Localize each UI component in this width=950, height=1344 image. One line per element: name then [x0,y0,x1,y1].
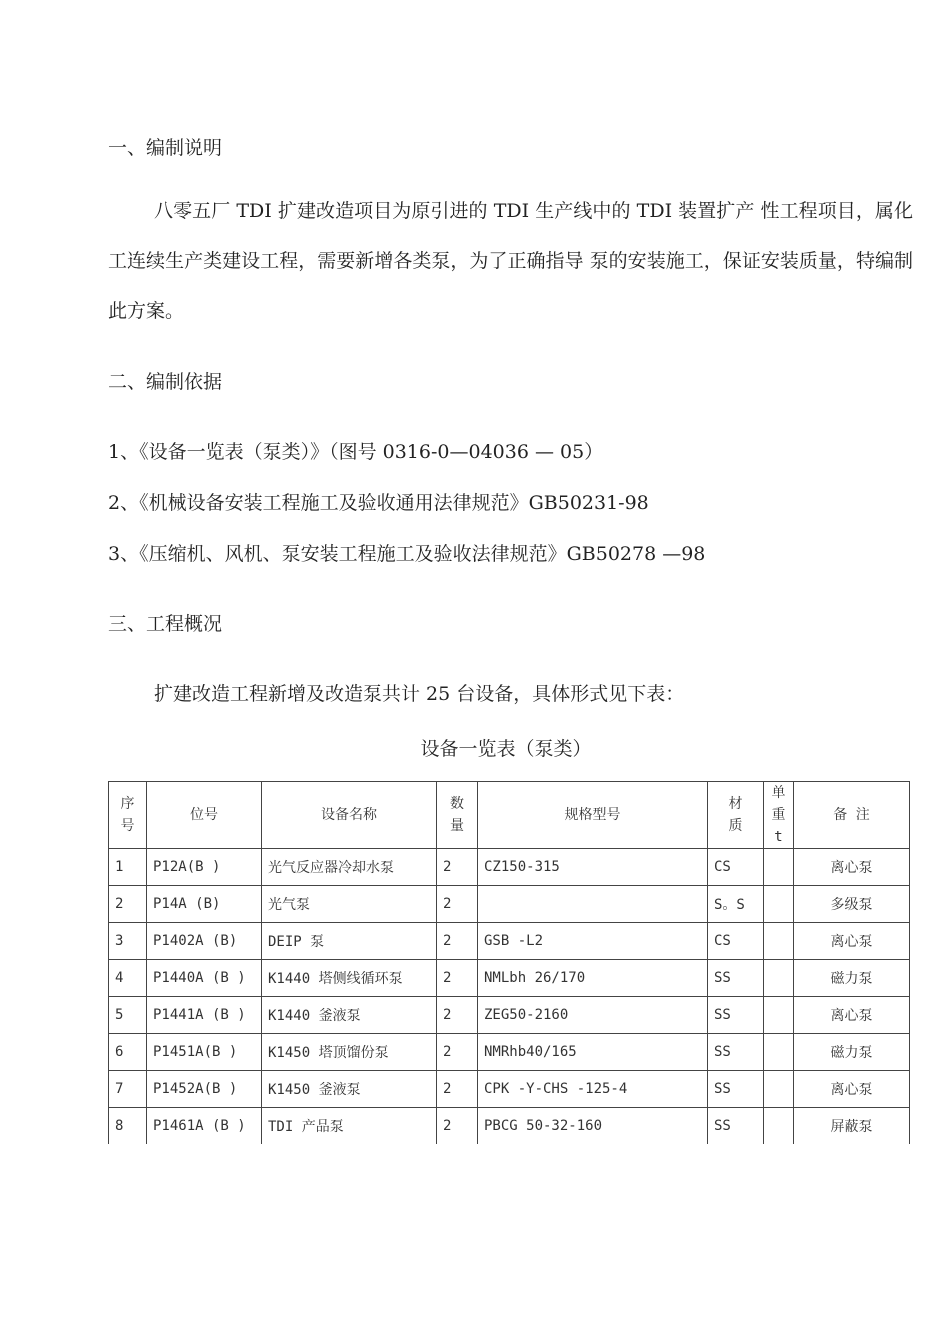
cell-tag: P1452A(B ) [147,1071,262,1108]
table-row [109,960,910,997]
table-header-row [109,782,910,849]
table-row [109,923,910,960]
cell-qty: 2 [437,960,478,997]
cell-material: CS [708,849,764,886]
table-row [109,997,910,1034]
cell-remark: 屏蔽泵 [794,1108,910,1145]
cell-tag: P12A(B ) [147,849,262,886]
table-caption: 设备一览表（泵类） [420,738,592,760]
cell-remark: 离心泵 [794,849,910,886]
cell-model: PBCG 50-32-160 [478,1108,708,1145]
section-title-3: 三、工程概况 [108,613,223,635]
cell-seq: 5 [109,997,147,1034]
section-title-1: 一、编制说明 [108,137,223,159]
cell-weight [764,849,794,886]
header-qty: 数 量 [437,782,478,849]
cell-seq: 2 [109,886,147,923]
cell-seq: 7 [109,1071,147,1108]
cell-weight [764,997,794,1034]
cell-seq: 6 [109,1034,147,1071]
cell-material: SS [708,1034,764,1071]
cell-model: ZEG50-2160 [478,997,708,1034]
cell-name: 光气反应器冷却水泵 [262,849,437,886]
cell-name: DEIP 泵 [262,923,437,960]
cell-name: K1450 塔顶馏份泵 [262,1034,437,1071]
reference-2: 2、《机械设备安装工程施工及验收通用法律规范》GB50231-98 [108,492,649,514]
cell-remark: 离心泵 [794,997,910,1034]
cell-qty: 2 [437,923,478,960]
cell-name: K1450 釜液泵 [262,1071,437,1108]
cell-qty: 2 [437,1034,478,1071]
cell-seq: 3 [109,923,147,960]
cell-material: SS [708,1108,764,1145]
cell-qty: 2 [437,886,478,923]
cell-material: SS [708,997,764,1034]
header-remark: 备 注 [794,782,910,849]
table-row [109,849,910,886]
cell-weight [764,960,794,997]
cell-material: S。S [708,886,764,923]
cell-remark: 多级泵 [794,886,910,923]
section-title-2: 二、编制依据 [108,371,223,393]
table-row [109,1034,910,1071]
header-name: 设备名称 [262,782,437,849]
cell-tag: P1451A(B ) [147,1034,262,1071]
cell-tag: P1441A (B ) [147,997,262,1034]
cell-name: K1440 塔侧线循环泵 [262,960,437,997]
cell-material: CS [708,923,764,960]
cell-qty: 2 [437,1108,478,1145]
cell-remark: 磁力泵 [794,960,910,997]
cell-tag: P1461A (B ) [147,1108,262,1145]
cell-material: SS [708,1071,764,1108]
table-row [109,1108,910,1145]
cell-material: SS [708,960,764,997]
cell-remark: 离心泵 [794,923,910,960]
cell-model: CPK -Y-CHS -125-4 [478,1071,708,1108]
reference-3: 3、《压缩机、风机、泵安装工程施工及验收法律规范》GB50278 —98 [108,543,706,565]
header-tag: 位号 [147,782,262,849]
section-body-3: 扩建改造工程新增及改造泵共计 25 台设备，具体形式见下表： [154,683,685,705]
header-model: 规格型号 [478,782,708,849]
cell-tag: P14A (B) [147,886,262,923]
cell-remark: 离心泵 [794,1071,910,1108]
cell-weight [764,923,794,960]
cell-weight [764,1108,794,1145]
header-seq: 序 号 [109,782,147,849]
cell-model: NMLbh 26/170 [478,960,708,997]
cell-tag: P1402A (B) [147,923,262,960]
cell-qty: 2 [437,849,478,886]
cell-weight [764,1034,794,1071]
section-body-1: 八零五厂 TDI 扩建改造项目为原引进的 TDI 生产线中的 TDI 装置扩产 性工程项目，属化工连续生产类建设工程，需要新增各类泵，为了正确指导 泵的安装施工，保证安装质量，特编制此方案。 [108,200,913,322]
cell-remark: 磁力泵 [794,1034,910,1071]
cell-model: GSB -L2 [478,923,708,960]
equipment-table [108,781,910,1144]
header-material: 材 质 [708,782,764,849]
cell-tag: P1440A (B ) [147,960,262,997]
cell-name: 光气泵 [262,886,437,923]
cell-seq: 8 [109,1108,147,1145]
cell-name: K1440 釜液泵 [262,997,437,1034]
cell-name: TDI 产品泵 [262,1108,437,1145]
reference-1: 1、《设备一览表（泵类）》（图号 0316-0—04036 — 05） [108,441,604,463]
cell-weight [764,886,794,923]
cell-model: CZ150-315 [478,849,708,886]
header-weight: 单 重 t [764,782,794,849]
cell-seq: 1 [109,849,147,886]
cell-weight [764,1071,794,1108]
table-row [109,886,910,923]
table-row [109,1071,910,1108]
cell-qty: 2 [437,1071,478,1108]
cell-seq: 4 [109,960,147,997]
cell-model: NMRhb40/165 [478,1034,708,1071]
cell-model [478,886,708,923]
cell-qty: 2 [437,997,478,1034]
